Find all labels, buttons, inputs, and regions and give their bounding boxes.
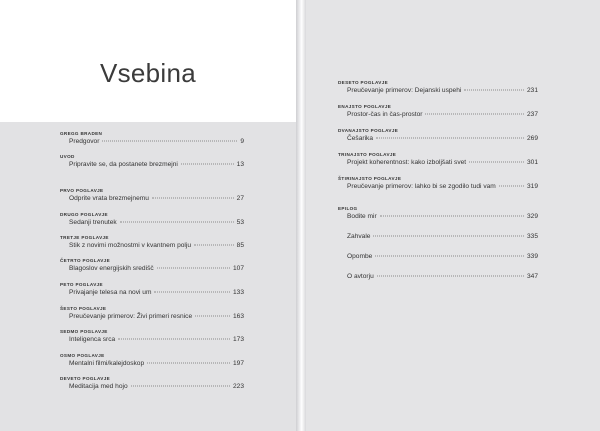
toc-entry-title: Bodite mir	[347, 213, 377, 220]
toc-leader-dots	[147, 363, 230, 364]
toc-entry-label: DRUGO POGLAVJE	[60, 212, 108, 217]
toc-entry-row	[60, 161, 244, 168]
toc-entry-row	[338, 135, 538, 142]
toc-entry	[338, 176, 538, 190]
toc-entry-row	[338, 183, 538, 190]
page-title: Vsebina	[99, 58, 197, 88]
toc-entry-page: 163	[232, 313, 244, 320]
toc-leader-dots	[118, 339, 230, 340]
toc-entry-label: TRINAJSTO POGLAVJE	[338, 152, 397, 157]
toc-entry-label: OSMO POGLAVJE	[60, 353, 105, 358]
toc-entry-title: Mentalni filmi/kalejdoskop	[69, 360, 145, 367]
toc-entry	[60, 258, 244, 272]
toc-leader-dots	[380, 216, 524, 217]
toc-entry-row	[338, 213, 538, 220]
toc-entry-page: 85	[236, 242, 244, 249]
toc-entry-row	[60, 383, 244, 390]
toc-entry-label: PETO POGLAVJE	[60, 282, 103, 287]
toc-entry-row	[60, 219, 244, 226]
toc-entry-title: Inteligenca srca	[69, 336, 116, 343]
toc-entry	[60, 131, 244, 145]
toc-entry	[60, 212, 244, 226]
toc-leader-dots	[499, 186, 524, 187]
toc-entry	[60, 235, 244, 249]
toc-entry-title: Preučevanje primerov: lahko bi se zgodilo tudi vam	[347, 183, 496, 190]
toc-entry-row	[60, 195, 244, 202]
toc-entry-label: EPILOG	[338, 206, 358, 211]
toc-entry-row	[338, 87, 538, 94]
toc-entry-title: Prostor-čas in čas-prostor	[347, 111, 423, 118]
toc-leader-dots	[154, 292, 230, 293]
toc-entry-title: Pripravite se, da postanete brezmejni	[69, 161, 178, 168]
toc-entry-page: 173	[232, 336, 244, 343]
toc-entry-page: 9	[240, 138, 244, 145]
toc-entry-title: Privajanje telesa na novi um	[69, 289, 152, 296]
toc-leader-dots	[131, 386, 230, 387]
toc-entry	[60, 282, 244, 296]
toc-entry-row	[60, 289, 244, 296]
toc-entry-page: 335	[526, 233, 538, 240]
toc-entry-row	[60, 360, 244, 367]
toc-entry-row	[338, 273, 538, 280]
toc-entry-page: 339	[526, 253, 538, 260]
toc-entry-row	[338, 111, 538, 118]
toc-entry-title: Blagoslov energijskih središč	[69, 265, 154, 272]
toc-leader-dots	[373, 236, 524, 237]
toc-entry-page: 237	[526, 111, 538, 118]
toc-entry	[60, 306, 244, 320]
toc-entry	[338, 104, 538, 118]
toc-entry-row	[338, 159, 538, 166]
toc-entry-title: Meditacija med hojo	[69, 383, 128, 390]
toc-entry-row	[338, 253, 538, 260]
toc-entry-row	[60, 138, 244, 145]
toc-leader-dots	[102, 141, 237, 142]
toc-leader-dots	[152, 198, 234, 199]
toc-entry-page: 107	[232, 265, 244, 272]
toc-entry-page: 269	[526, 135, 538, 142]
toc-entry-title: Odprite vrata brezmejnemu	[69, 195, 149, 202]
toc-entry-page: 53	[236, 219, 244, 226]
toc-epilog	[338, 206, 538, 280]
toc-entry-page: 27	[236, 195, 244, 202]
toc-entry-title: Preučevanje primerov: Dejanski uspehi	[347, 87, 462, 94]
toc-leader-dots	[120, 222, 234, 223]
toc-entry	[60, 188, 244, 202]
toc-entry-page: 329	[526, 213, 538, 220]
toc-entry-page: 133	[232, 289, 244, 296]
toc-entry-row	[60, 242, 244, 249]
toc-entry-page: 13	[236, 161, 244, 168]
toc-entry	[338, 152, 538, 166]
toc-entry-row	[60, 265, 244, 272]
toc-entry	[60, 154, 244, 168]
toc-entry-page: 301	[526, 159, 538, 166]
toc-entry-title: Stik z novimi možnostmi v kvantnem polju	[69, 242, 192, 249]
toc-leader-dots	[464, 90, 524, 91]
toc-entry-label: DESETO POGLAVJE	[338, 80, 389, 85]
toc-entry-page: 223	[232, 383, 244, 390]
toc-leader-dots	[469, 162, 524, 163]
toc-entry-label: GREGG BRADEN	[60, 131, 103, 136]
toc-entry	[338, 128, 538, 142]
toc-entry-page: 197	[232, 360, 244, 367]
toc-entry-page: 231	[526, 87, 538, 94]
toc-entry-label: ENAJSTO POGLAVJE	[338, 104, 392, 109]
toc-entry-label: ČETRTO POGLAVJE	[60, 258, 111, 263]
toc-entry	[60, 329, 244, 343]
toc-entry-title: Predgovor	[69, 138, 100, 145]
book-gutter	[296, 0, 306, 431]
toc-entry-row	[60, 313, 244, 320]
toc-entry	[60, 376, 244, 390]
toc-entry	[338, 80, 538, 94]
toc-entry-title: Projekt koherentnost: kako izboljšati svet	[347, 159, 467, 166]
toc-entry-row	[60, 336, 244, 343]
toc-entry	[60, 353, 244, 367]
toc-leader-dots	[181, 164, 234, 165]
toc-leader-dots	[376, 138, 524, 139]
toc-entry-title: Opombe	[347, 253, 373, 260]
toc-entry-page: 347	[526, 273, 538, 280]
toc-entry-title: Zahvale	[347, 233, 371, 240]
toc-entry-page: 319	[526, 183, 538, 190]
toc-entry-title: Preučevanje primerov: Živi primeri resnice	[69, 313, 193, 320]
toc-leader-dots	[425, 114, 524, 115]
toc-entry-title: Češarika	[347, 135, 374, 142]
toc-entry-label: DEVETO POGLAVJE	[60, 376, 111, 381]
toc-entry-title: O avtorju	[347, 273, 374, 280]
toc-entry-label: ŠESTO POGLAVJE	[60, 306, 107, 311]
toc-entry-label: ŠTIRINAJSTO POGLAVJE	[338, 176, 402, 181]
toc-leader-dots	[194, 245, 234, 246]
toc-entry-title: Sedanji trenutek	[69, 219, 117, 226]
toc-leader-dots	[377, 276, 524, 277]
toc-leader-dots	[157, 268, 230, 269]
toc-entry-label: PRVO POGLAVJE	[60, 188, 104, 193]
toc-leader-dots	[195, 316, 230, 317]
toc-entry-label: DVANAJSTO POGLAVJE	[338, 128, 399, 133]
toc-entry-row	[338, 233, 538, 240]
toc-entry-label: UVOD	[60, 154, 75, 159]
toc-leader-dots	[375, 256, 524, 257]
toc-entry-label: TRETJE POGLAVJE	[60, 235, 109, 240]
toc-entry-label: SEDMO POGLAVJE	[60, 329, 108, 334]
